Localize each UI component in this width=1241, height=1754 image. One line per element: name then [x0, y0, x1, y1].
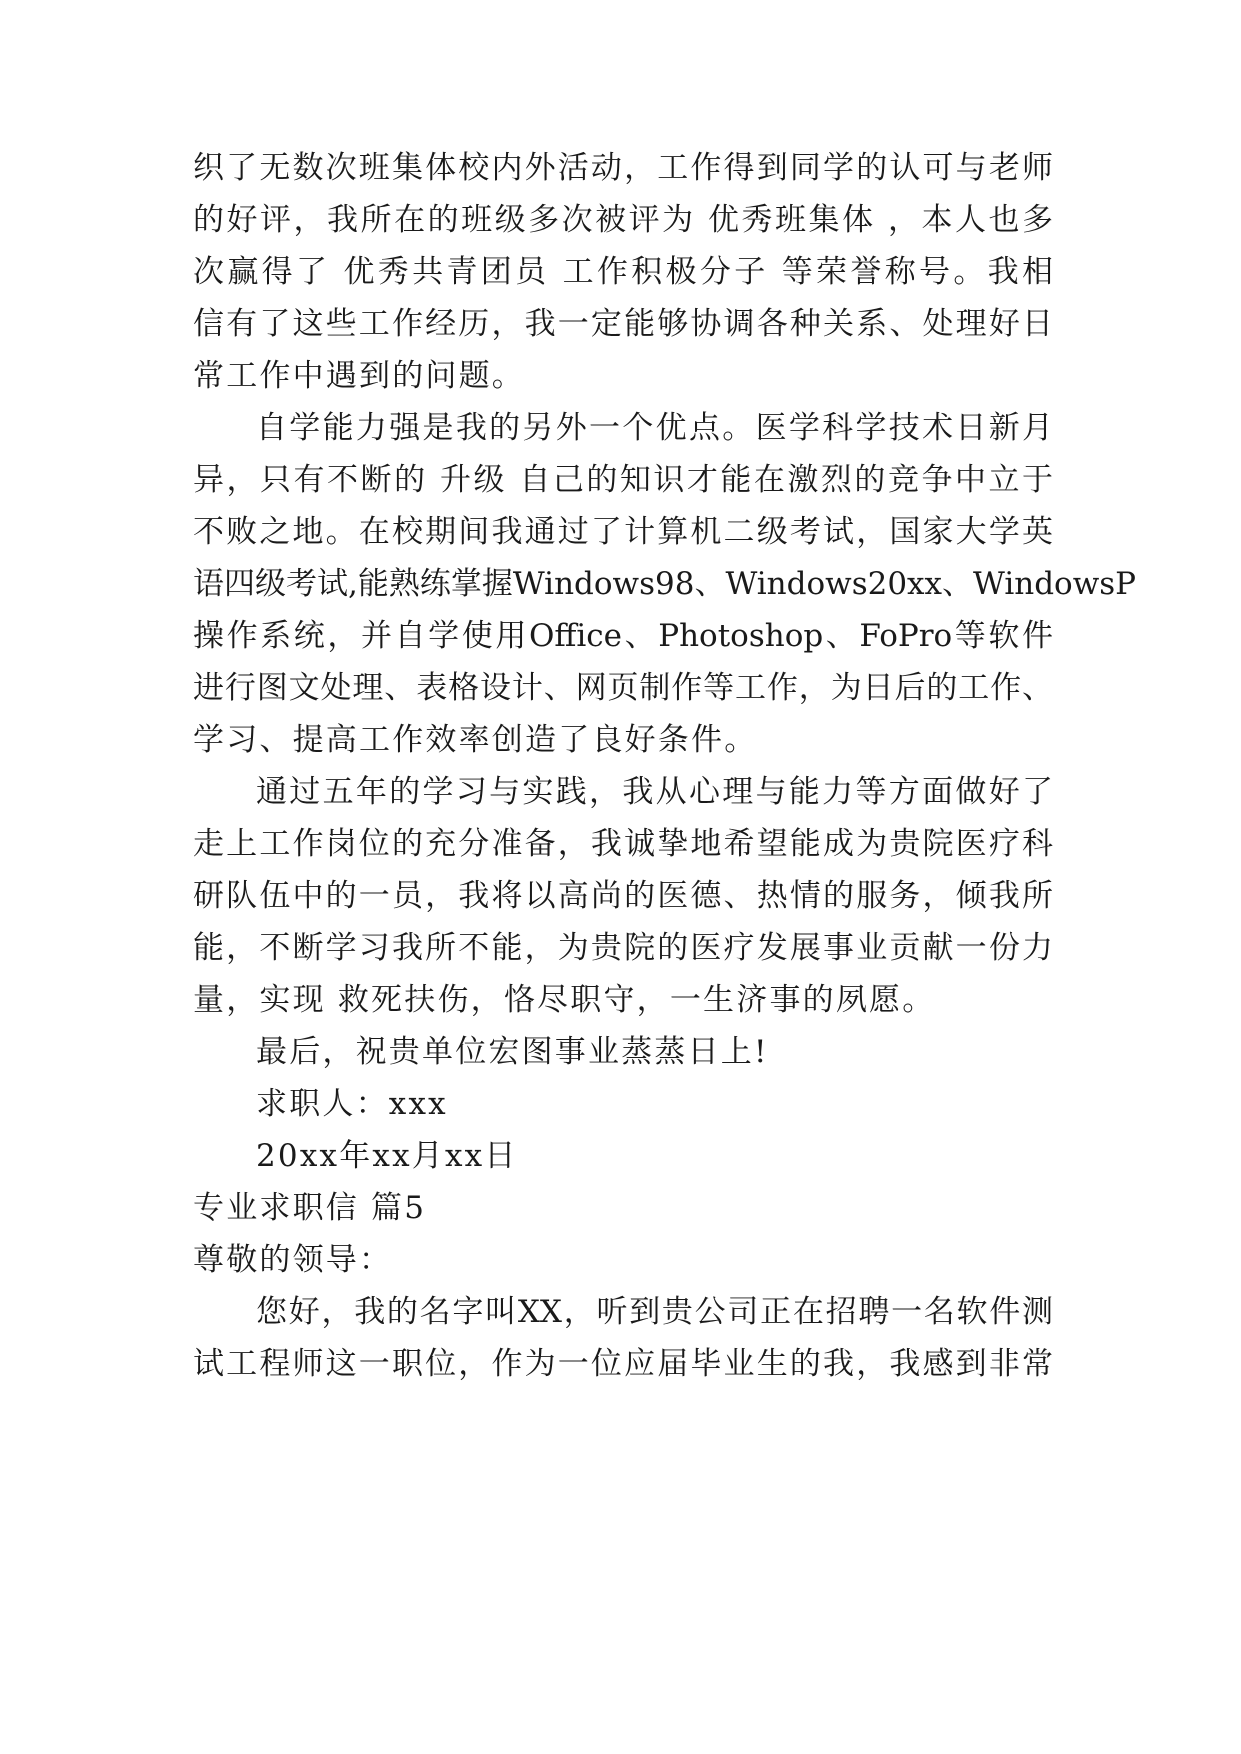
- text-line: 量，实现 救死扶伤，恪尽职守，一生济事的夙愿。: [193, 982, 936, 1018]
- text-line: 信有了这些工作经历，我一定能够协调各种关系、处理好日: [193, 306, 1053, 342]
- text-line: 试工程师这一职位，作为一位应届毕业生的我，我感到非常: [193, 1346, 1053, 1382]
- section-heading: 专业求职信 篇5: [193, 1190, 427, 1226]
- letter-date: 20xx年xx月xx日: [256, 1138, 518, 1174]
- salutation: 尊敬的领导：: [193, 1242, 393, 1278]
- paragraph-first-line: 您好，我的名字叫XX，听到贵公司正在招聘一名软件测: [256, 1294, 1053, 1330]
- text-line: 操作系统，并自学使用Office、Photoshop、FoPro等软件: [193, 618, 1053, 654]
- text-line: 进行图文处理、表格设计、网页制作等工作，为日后的工作、: [193, 670, 1053, 706]
- text-line: 次赢得了 优秀共青团员 工作积极分子 等荣誉称号。我相: [193, 254, 1053, 290]
- paragraph-first-line: 通过五年的学习与实践，我从心理与能力等方面做好了: [256, 774, 1053, 810]
- text-line: 异，只有不断的 升级 自己的知识才能在激烈的竞争中立于: [193, 462, 1053, 498]
- text-line: 的好评，我所在的班级多次被评为 优秀班集体 ，本人也多: [193, 202, 1053, 238]
- text-line: 常工作中遇到的问题。: [193, 358, 525, 394]
- text-line: 能，不断学习我所不能，为贵院的医疗发展事业贡献一份力: [193, 930, 1053, 966]
- text-line: 语四级考试,能熟练掌握Windows98、Windows20xx、WindowsP: [193, 566, 1137, 602]
- text-line: 走上工作岗位的充分准备，我诚挚地希望能成为贵院医疗科: [193, 826, 1053, 862]
- applicant-name: 求职人：xxx: [256, 1086, 448, 1122]
- text-line: 不败之地。在校期间我通过了计算机二级考试，国家大学英: [193, 514, 1053, 550]
- text-line: 研队伍中的一员，我将以高尚的医德、热情的服务，倾我所: [193, 878, 1053, 914]
- paragraph-first-line: 自学能力强是我的另外一个优点。医学科学技术日新月: [256, 410, 1053, 446]
- text-line: 织了无数次班集体校内外活动，工作得到同学的认可与老师: [193, 150, 1053, 186]
- closing-wish: 最后，祝贵单位宏图事业蒸蒸日上!: [256, 1034, 769, 1070]
- text-line: 学习、提高工作效率创造了良好条件。: [193, 722, 758, 758]
